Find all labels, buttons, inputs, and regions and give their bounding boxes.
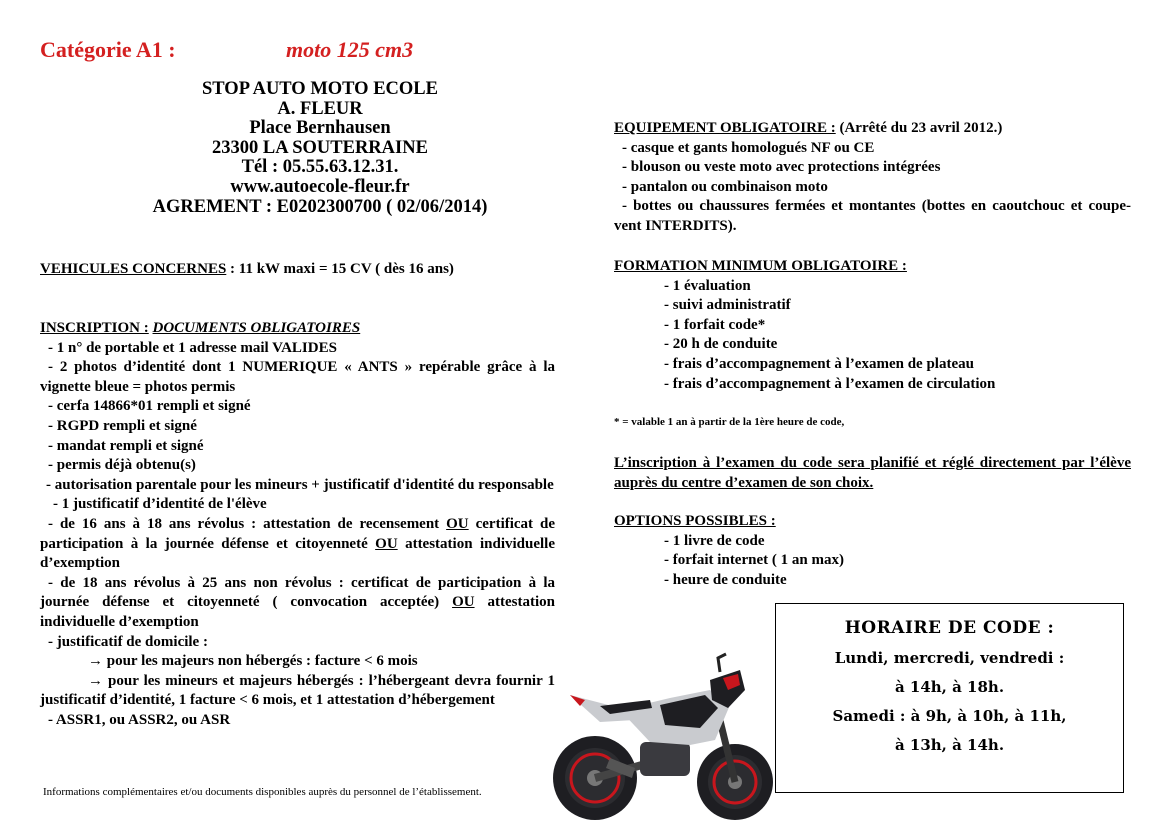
list-item: - ASSR1, ou ASSR2, ou ASR: [48, 711, 231, 728]
list-item: - permis déjà obtenu(s): [48, 457, 196, 474]
item-text: attestation individuelle d’exemption: [40, 535, 555, 572]
inscription-section: [40, 319, 555, 730]
inscription-heading: [40, 319, 555, 339]
list-item: [40, 515, 555, 574]
examen-note: L’inscription à l’examen du code sera planifié et réglé directement par l’élève auprès du centre d’examen de son choix.: [614, 455, 1131, 491]
item-text: certificat de participation à la journée défense et citoyenneté: [40, 515, 556, 552]
list-item: - 1 évaluation: [664, 277, 751, 294]
list-item: - mandat rempli et signé: [48, 437, 204, 454]
list-item: - 2 photos d’identité dont 1 NUMERIQUE « ANTS » repérable grâce à la vignette bleue = photos permis: [40, 359, 555, 395]
item-text: attestation individuelle d’exemption: [40, 594, 555, 630]
vehicle-title: moto 125 cm3: [286, 37, 414, 62]
formation-label: FORMATION MINIMUM OBLIGATOIRE :: [614, 258, 907, 274]
footnote: * = valable 1 an à partir de la 1ère heure de code,: [614, 416, 845, 428]
item-text: - de 18 ans révolus à 25 ans non révolus : certificat de participation à la journée défense et citoyenneté ( convocation acceptée): [40, 574, 555, 611]
list-item: - 1 justificatif d’identité de l'élève: [53, 496, 267, 513]
inscription-sublabel: DOCUMENTS OBLIGATOIRES: [152, 320, 361, 336]
list-item: [40, 574, 555, 633]
horaire-line: Lundi, mercredi, vendredi :: [834, 649, 1065, 667]
list-item: - frais d’accompagnement à l’examen de circulation: [664, 375, 996, 392]
equipement-ref: (Arrêté du 23 avril 2012.): [835, 120, 1003, 136]
list-item: - autorisation parentale pour les mineurs + justificatif d'identité du responsable: [46, 476, 554, 493]
list-item: - casque et gants homologués NF ou CE: [622, 139, 875, 156]
ou-text: OU: [375, 535, 398, 552]
horaire-line: à 14h, à 18h.: [894, 678, 1005, 696]
list-item: - 20 h de conduite: [664, 336, 778, 353]
list-item: - justificatif de domicile :: [48, 633, 208, 650]
school-street: Place Bernhausen: [249, 118, 391, 139]
list-item: - bottes ou chaussures fermées et montantes (bottes en caoutchouc et coupe-vent INTERDITS).: [614, 198, 1131, 234]
item-text: - de 16 ans à 18 ans révolus : attestation de recensement: [48, 515, 447, 532]
options-section: [614, 512, 1131, 590]
list-item: - heure de conduite: [664, 571, 787, 588]
horaire-line: à 13h, à 14h.: [894, 736, 1005, 754]
ou-text: OU: [446, 515, 469, 532]
vehicules-section: [40, 260, 555, 280]
school-agrement: AGREMENT : E0202300700 ( 02/06/2014): [152, 196, 488, 217]
horaire-line: Samedi : à 9h, à 10h, à 11h,: [832, 707, 1067, 725]
vehicules-label: VEHICULES CONCERNES: [40, 261, 227, 277]
vehicules-text: : 11 kW maxi = 15 CV ( dès 16 ans): [226, 261, 454, 277]
list-item: - 1 livre de code: [664, 532, 765, 549]
category-title: [40, 37, 176, 63]
list-item: → pour les mineurs et majeurs hébergés : l’hébergeant devra fournir 1 justificatif d’identité, 1 facture < 6 mois, et 1 attestation d’hébergement: [40, 672, 555, 709]
list-item: - pantalon ou combinaison moto: [622, 178, 828, 195]
school-owner: A. FLEUR: [277, 98, 363, 119]
horaire-title: HORAIRE DE CODE :: [844, 618, 1055, 638]
list-item: - forfait internet ( 1 an max): [664, 552, 844, 569]
inscription-label: INSCRIPTION :: [40, 320, 149, 336]
list-item: - blouson ou veste moto avec protections intégrées: [622, 159, 941, 176]
list-item: - 1 forfait code*: [664, 316, 766, 333]
list-item: - suivi administratif: [664, 297, 791, 314]
list-item: → pour les majeurs non hébergés : facture < 6 mois: [88, 653, 418, 670]
category-label: Catégorie A1 :: [40, 37, 176, 62]
list-item: - RGPD rempli et signé: [48, 417, 197, 434]
motorcycle-image: [540, 650, 775, 825]
equipement-section: [614, 119, 1131, 237]
horaire-box: [775, 603, 1124, 793]
school-phone: Tél : 05.55.63.12.31.: [241, 157, 399, 178]
formation-section: [614, 257, 1131, 394]
school-name: STOP AUTO MOTO ECOLE: [202, 79, 438, 99]
equipement-heading: [614, 119, 1131, 139]
school-website[interactable]: www.autoecole-fleur.fr: [230, 176, 410, 197]
school-city: 23300 LA SOUTERRAINE: [212, 137, 428, 158]
school-info: [100, 80, 540, 217]
equipement-label: EQUIPEMENT OBLIGATOIRE :: [614, 120, 836, 136]
options-label: OPTIONS POSSIBLES :: [614, 513, 776, 529]
list-item: - cerfa 14866*01 rempli et signé: [48, 398, 251, 415]
list-item: - frais d’accompagnement à l’examen de plateau: [664, 355, 974, 372]
ou-text: OU: [452, 594, 475, 611]
footer-note: Informations complémentaires et/ou documents disponibles auprès du personnel de l’établissement.: [43, 786, 482, 798]
list-item: - 1 n° de portable et 1 adresse mail VALIDES: [48, 339, 337, 356]
